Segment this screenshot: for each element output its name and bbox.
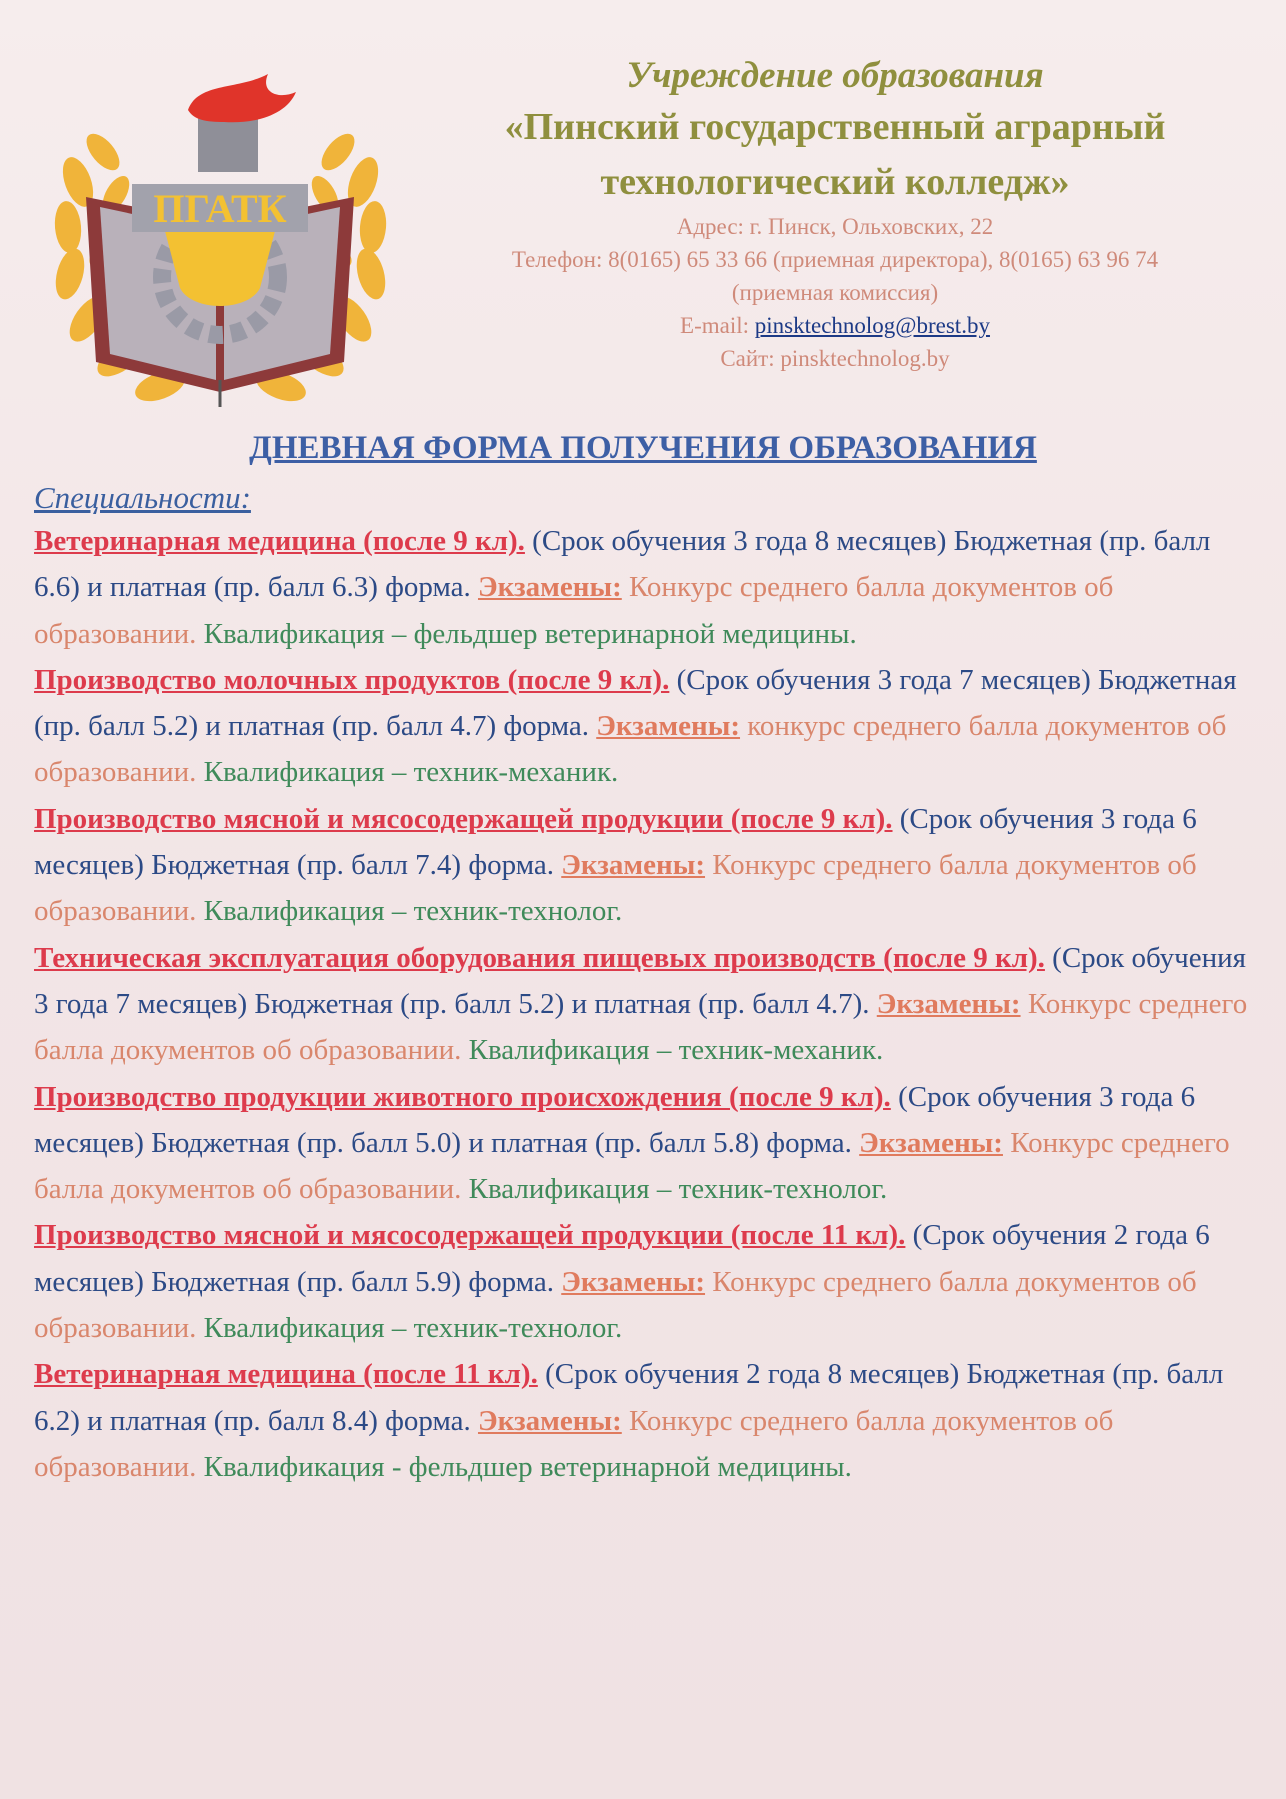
specialty-duration: (Срок обучения 3 года 7 месяцев) — [34, 941, 1246, 1020]
specialty-name: Производство мясной и мясосодержащей продукции (после 11 кл). — [34, 1219, 906, 1252]
qualification: Квалификация – техник-технолог. — [196, 1312, 623, 1345]
specialty-form: Бюджетная (пр. балл 7.4) форма. — [143, 849, 554, 882]
specialty-form: Бюджетная (пр. балл 5.9) форма. — [143, 1265, 554, 1298]
specialties-list — [34, 518, 1249, 1490]
specialty-entry — [34, 935, 1249, 1074]
specialty-duration: (Срок обучения 3 года 6 месяцев) — [34, 1080, 1196, 1159]
specialty-form: Бюджетная (пр. балл 5.2) и платная (пр. балл 4.7). — [247, 987, 870, 1020]
specialty-name: Техническая эксплуатация оборудования пищевых производств (после 9 кл). — [34, 941, 1045, 974]
email-link[interactable]: pinsktechnolog@brest.by — [754, 313, 990, 338]
qualification: Квалификация – техник-технолог. — [461, 1173, 888, 1206]
qualification: Квалификация – фельдшер ветеринарной медицины. — [196, 617, 857, 650]
specialty-entry — [34, 1212, 1249, 1351]
institution-name-line2: технологический колледж» — [600, 161, 1070, 203]
specialty-entry — [34, 518, 1249, 657]
address: Адрес: г. Пинск, Ольховских, 22 — [676, 214, 994, 239]
phone-line2: (приемная комиссия) — [731, 280, 939, 305]
specialties-label: Специальности: — [34, 480, 251, 515]
specialty-name: Ветеринарная медицина (после 9 кл). — [34, 525, 525, 557]
institution-type: Учреждение образования — [626, 55, 1044, 96]
qualification: Квалификация – техник-механик. — [196, 756, 619, 789]
exam-text: Конкурс среднего балла документов об образовании. — [34, 1126, 1230, 1206]
qualification: Квалификация – техник-технолог. — [196, 895, 623, 928]
specialty-entry — [34, 657, 1249, 796]
institution-name-line1: «Пинский государственный аграрный — [504, 106, 1166, 148]
specialty-form: Бюджетная (пр. балл 6.2) и платная (пр. балл 8.4) форма. — [34, 1358, 1224, 1437]
qualification: Квалификация - фельдшер ветеринарной медицины. — [196, 1450, 852, 1483]
exam-text: Конкурс среднего балла документов об образовании. — [34, 849, 1197, 928]
qualification: Квалификация – техник-механик. — [461, 1034, 884, 1067]
exam-text: Конкурс среднего балла документов об образовании. — [34, 1404, 1114, 1483]
exam-text: Конкурс среднего балла документов об образовании. — [34, 571, 1114, 650]
specialty-name: Производство мясной и мясосодержащей продукции (после 9 кл). — [34, 802, 893, 835]
specialty-entry — [34, 796, 1249, 935]
email-label: E-mail: — [680, 313, 750, 338]
specialty-name: Производство продукции животного происхождения (после 9 кл). — [34, 1080, 891, 1113]
specialty-duration: (Срок обучения 2 года 8 месяцев) — [537, 1358, 960, 1391]
exam-text: конкурс среднего балла документов об образовании. — [34, 710, 1227, 789]
specialty-entry — [34, 1351, 1249, 1490]
site: Сайт: pinsktechnolog.by — [720, 346, 950, 371]
exam-label: Экзамены: — [596, 710, 741, 743]
phone-line1: Телефон: 8(0165) 65 33 66 (приемная директора), 8(0165) 63 96 74 — [511, 247, 1159, 272]
college-emblem-icon — [48, 62, 393, 422]
specialty-entry — [34, 1074, 1249, 1213]
specialty-form: Бюджетная (пр. балл 5.0) и платная (пр. балл 5.8) форма. — [143, 1126, 852, 1159]
specialty-form: Бюджетная (пр. балл 6.6) и платная (пр. балл 6.3) форма. — [34, 525, 1211, 604]
email-row — [430, 309, 1240, 342]
specialty-name: Ветеринарная медицина (после 11 кл). — [34, 1358, 538, 1391]
logo-abbreviation: ПГАТК — [153, 186, 287, 231]
torch-flame-icon — [188, 74, 296, 122]
institution-header — [430, 52, 1240, 375]
specialty-duration: (Срок обучения 3 года 6 месяцев) — [34, 802, 1197, 882]
exam-label: Экзамены: — [859, 1126, 1003, 1159]
exam-label: Экзамены: — [876, 987, 1021, 1020]
exam-text: Конкурс среднего балла документов об образовании. — [34, 987, 1248, 1067]
exam-label: Экзамены: — [561, 849, 706, 882]
specialty-form: Бюджетная (пр. балл 5.2) и платная (пр. балл 4.7) форма. — [34, 663, 1237, 743]
exam-label: Экзамены: — [477, 571, 622, 604]
exam-label: Экзамены: — [561, 1265, 706, 1298]
specialty-duration: (Срок обучения 3 года 7 месяцев) — [669, 663, 1091, 696]
section-title: ДНЕВНАЯ ФОРМА ПОЛУЧЕНИЯ ОБРАЗОВАНИЯ — [249, 430, 1037, 466]
specialty-duration: (Срок обучения 2 года 6 месяцев) — [34, 1219, 1210, 1298]
specialty-name: Производство молочных продуктов (после 9 кл). — [34, 663, 670, 696]
exam-text: Конкурс среднего балла документов об образовании. — [34, 1265, 1197, 1345]
exam-label: Экзамены: — [477, 1404, 622, 1437]
specialty-duration: (Срок обучения 3 года 8 месяцев) — [524, 525, 947, 557]
